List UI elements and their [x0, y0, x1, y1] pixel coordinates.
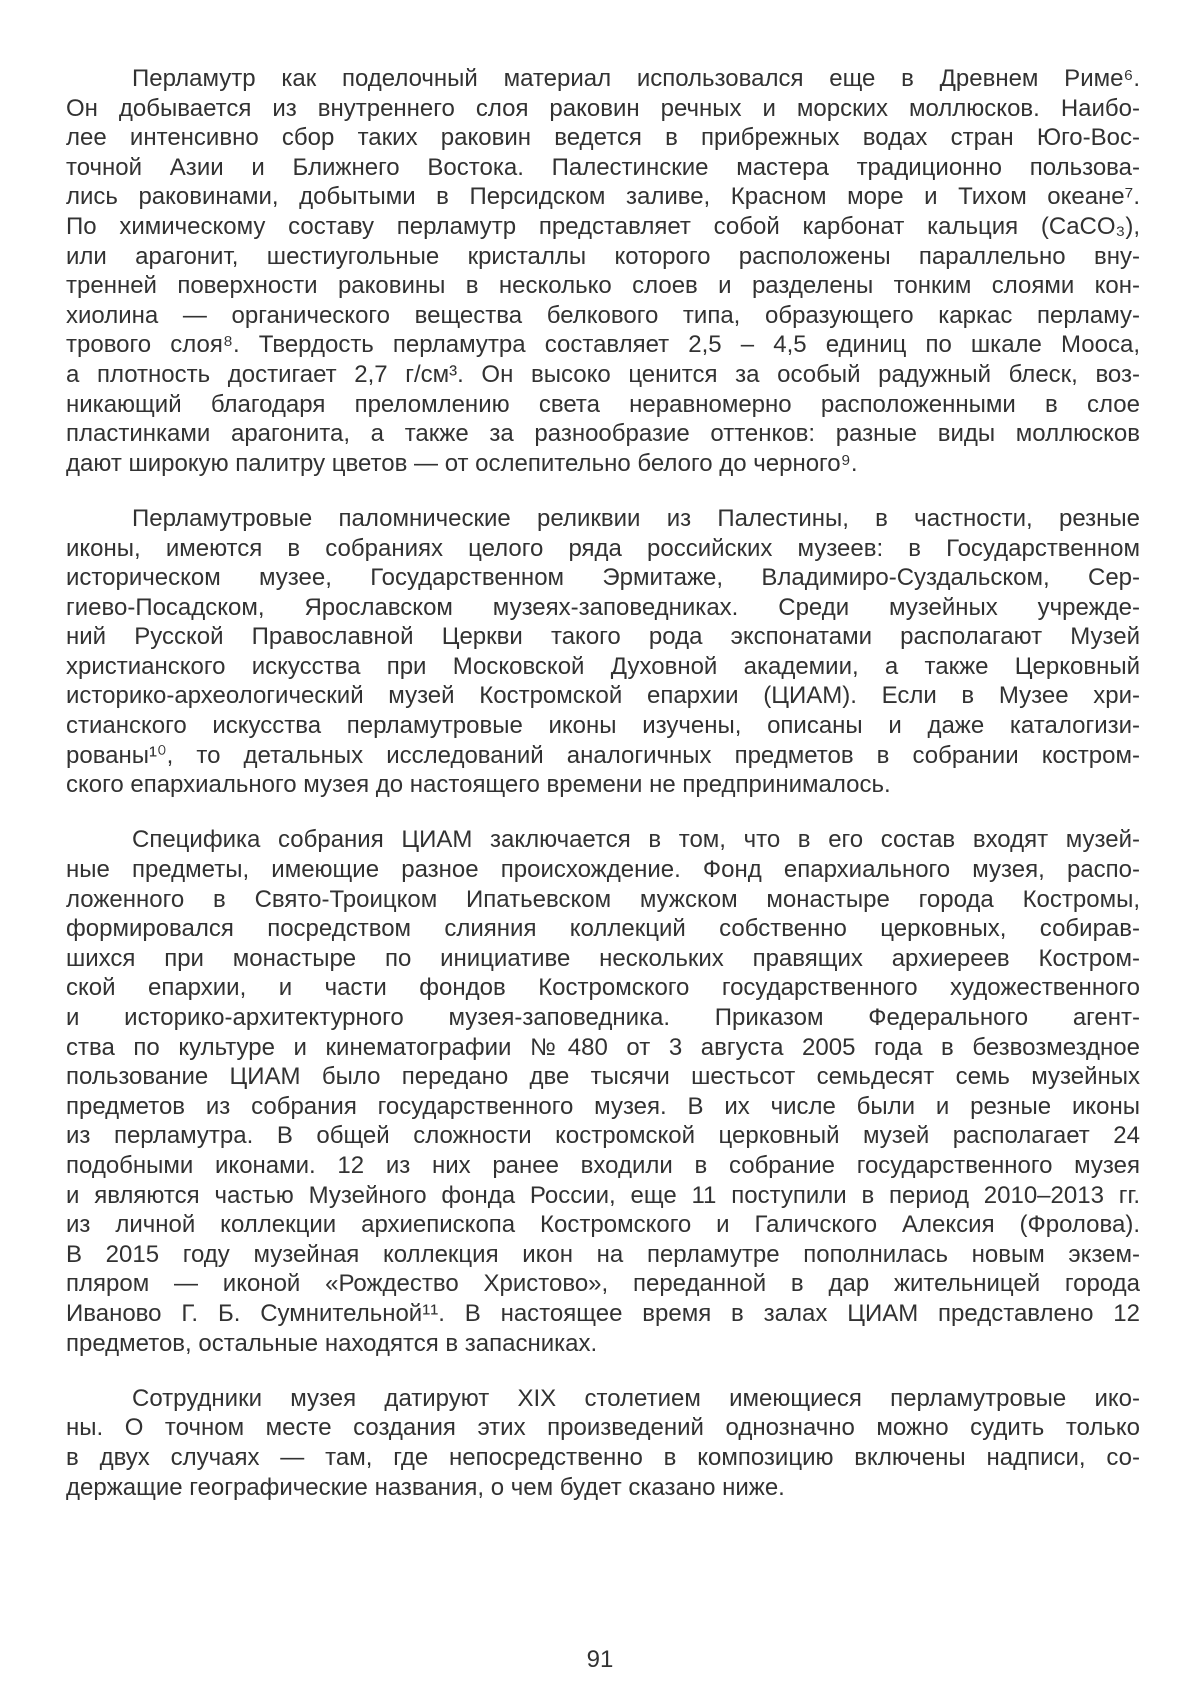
text-line: христианского искусства при Московской Духовной академии, а также Церковный	[66, 652, 1140, 680]
text-line: историческом музее, Государственном Эрмитаже, Владимиро-Суздальском, Сер-	[66, 564, 1140, 592]
text-line: подобными иконами. 12 из них ранее входили в собрание государственного музея	[66, 1151, 1140, 1179]
text-line: Перламутровые паломнические реликвии из Палестины, в частности, резные	[132, 504, 1140, 532]
text-line: ний Русской Православной Церкви такого рода экспонатами располагают Музей	[66, 623, 1140, 651]
text-line: лись раковинами, добытыми в Персидском заливе, Красном море и Тихом океане⁷.	[66, 183, 1140, 211]
text-line: ложенного в Свято-Троицком Ипатьевском мужском монастыре города Костромы,	[66, 885, 1140, 913]
paragraph	[66, 64, 1140, 478]
text-line: предметов из собрания государственного музея. В их числе были и резные иконы	[66, 1092, 1140, 1120]
paragraph	[66, 825, 1140, 1358]
text-line: ны. О точном месте создания этих произведений однозначно можно судить только	[66, 1414, 1140, 1442]
text-line: стианского искусства перламутровые иконы изучены, описаны и даже каталогизи-	[66, 712, 1140, 740]
text-line: и являются частью Музейного фонда России, еще 11 поступили в период 2010–2013 гг.	[66, 1181, 1140, 1209]
text-line: формировался посредством слияния коллекций собственно церковных, собирав-	[66, 915, 1140, 943]
text-line: рованы¹⁰, то детальных исследований аналогичных предметов в собрании костром-	[66, 741, 1140, 769]
text-line: тренней поверхности раковины в несколько слоев и разделены тонким слоями кон-	[66, 272, 1140, 300]
text-line: В 2015 году музейная коллекция икон на перламутре пополнилась новым экзем-	[66, 1240, 1140, 1268]
page-number: 91	[586, 1646, 614, 1673]
text-line: Иваново Г. Б. Сумнительной¹¹. В настоящее время в залах ЦИАМ представлено 12	[66, 1299, 1140, 1327]
text-line: точной Азии и Ближнего Востока. Палестинские мастера традиционно пользова-	[66, 153, 1140, 181]
text-line: из личной коллекции архиепископа Костромского и Галичского Алексия (Фролова).	[66, 1211, 1140, 1239]
text-line: шихся при монастыре по инициативе нескольких правящих архиереев Костром-	[66, 944, 1140, 972]
text-line: ской епархии, и части фондов Костромского государственного художественного	[66, 974, 1140, 1002]
text-line: никающий благодаря преломлению света неравномерно расположенными в слое	[66, 390, 1140, 418]
text-line: иконы, имеются в собраниях целого ряда российских музеев: в Государственном	[66, 534, 1140, 562]
text-line: ные предметы, имеющие разное происхождение. Фонд епархиального музея, распо-	[66, 856, 1140, 884]
text-line: и историко-архитектурного музея-заповедника. Приказом Федерального агент-	[66, 1004, 1140, 1031]
article-text	[66, 64, 1140, 1502]
text-line: пластинками арагонита, а также за разнообразие оттенков: разные виды моллюсков	[66, 420, 1140, 448]
text-line: Перламутр как поделочный материал использовался еще в Древнем Риме⁶.	[132, 65, 1140, 92]
text-line: или арагонит, шестиугольные кристаллы которого расположены параллельно вну-	[66, 242, 1140, 270]
text-line: из перламутра. В общей сложности костромской церковный музей располагает 24	[66, 1122, 1140, 1150]
text-line: в двух случаях — там, где непосредственно в композицию включены надписи, со-	[66, 1443, 1140, 1471]
text-line: предметов, остальные находятся в запасниках.	[66, 1329, 598, 1357]
text-line: гиево-Посадском, Ярославском музеях-заповедниках. Среди музейных учрежде-	[66, 593, 1140, 621]
text-line: лее интенсивно сбор таких раковин ведется в прибрежных водах стран Юго-Вос-	[66, 124, 1140, 152]
text-line: хиолина — органического вещества белкового типа, образующего каркас перламу-	[66, 301, 1140, 329]
text-line: трового слоя⁸. Твердость перламутра составляет 2,5 – 4,5 единиц по шкале Мооса,	[66, 331, 1140, 359]
text-line: дают широкую палитру цветов — от ослепительно белого до черного⁹.	[66, 449, 858, 477]
text-line: ства по культуре и кинематографии №480 от 3 августа 2005 года в безвозмездное	[66, 1033, 1140, 1061]
text-line: ского епархиального музея до настоящего времени не предпринималось.	[66, 771, 891, 799]
text-line: пляром — иконой «Рождество Христово», переданной в дар жительницей города	[66, 1270, 1140, 1298]
text-line: Сотрудники музея датируют XIX столетием имеющиеся перламутровые ико-	[132, 1384, 1140, 1412]
text-line: а плотность достигает 2,7 г/см³. Он высоко ценится за особый радужный блеск, воз-	[66, 360, 1140, 388]
paragraph	[66, 504, 1140, 800]
text-line: По химическому составу перламутр представляет собой карбонат кальция (CaCO₃),	[66, 212, 1140, 240]
text-line: историко-археологический музей Костромской епархии (ЦИАМ). Если в Музее хри-	[66, 682, 1140, 710]
text-line: держащие географические названия, о чем будет сказано ниже.	[66, 1473, 785, 1501]
paragraph	[66, 1384, 1140, 1502]
text-line: пользование ЦИАМ было передано две тысячи шестьсот семьдесят семь музейных	[66, 1063, 1140, 1091]
text-line: Специфика собрания ЦИАМ заключается в том, что в его состав входят музей-	[132, 826, 1140, 854]
text-line: Он добывается из внутреннего слоя раковин речных и морских моллюсков. Наибо-	[66, 94, 1140, 122]
